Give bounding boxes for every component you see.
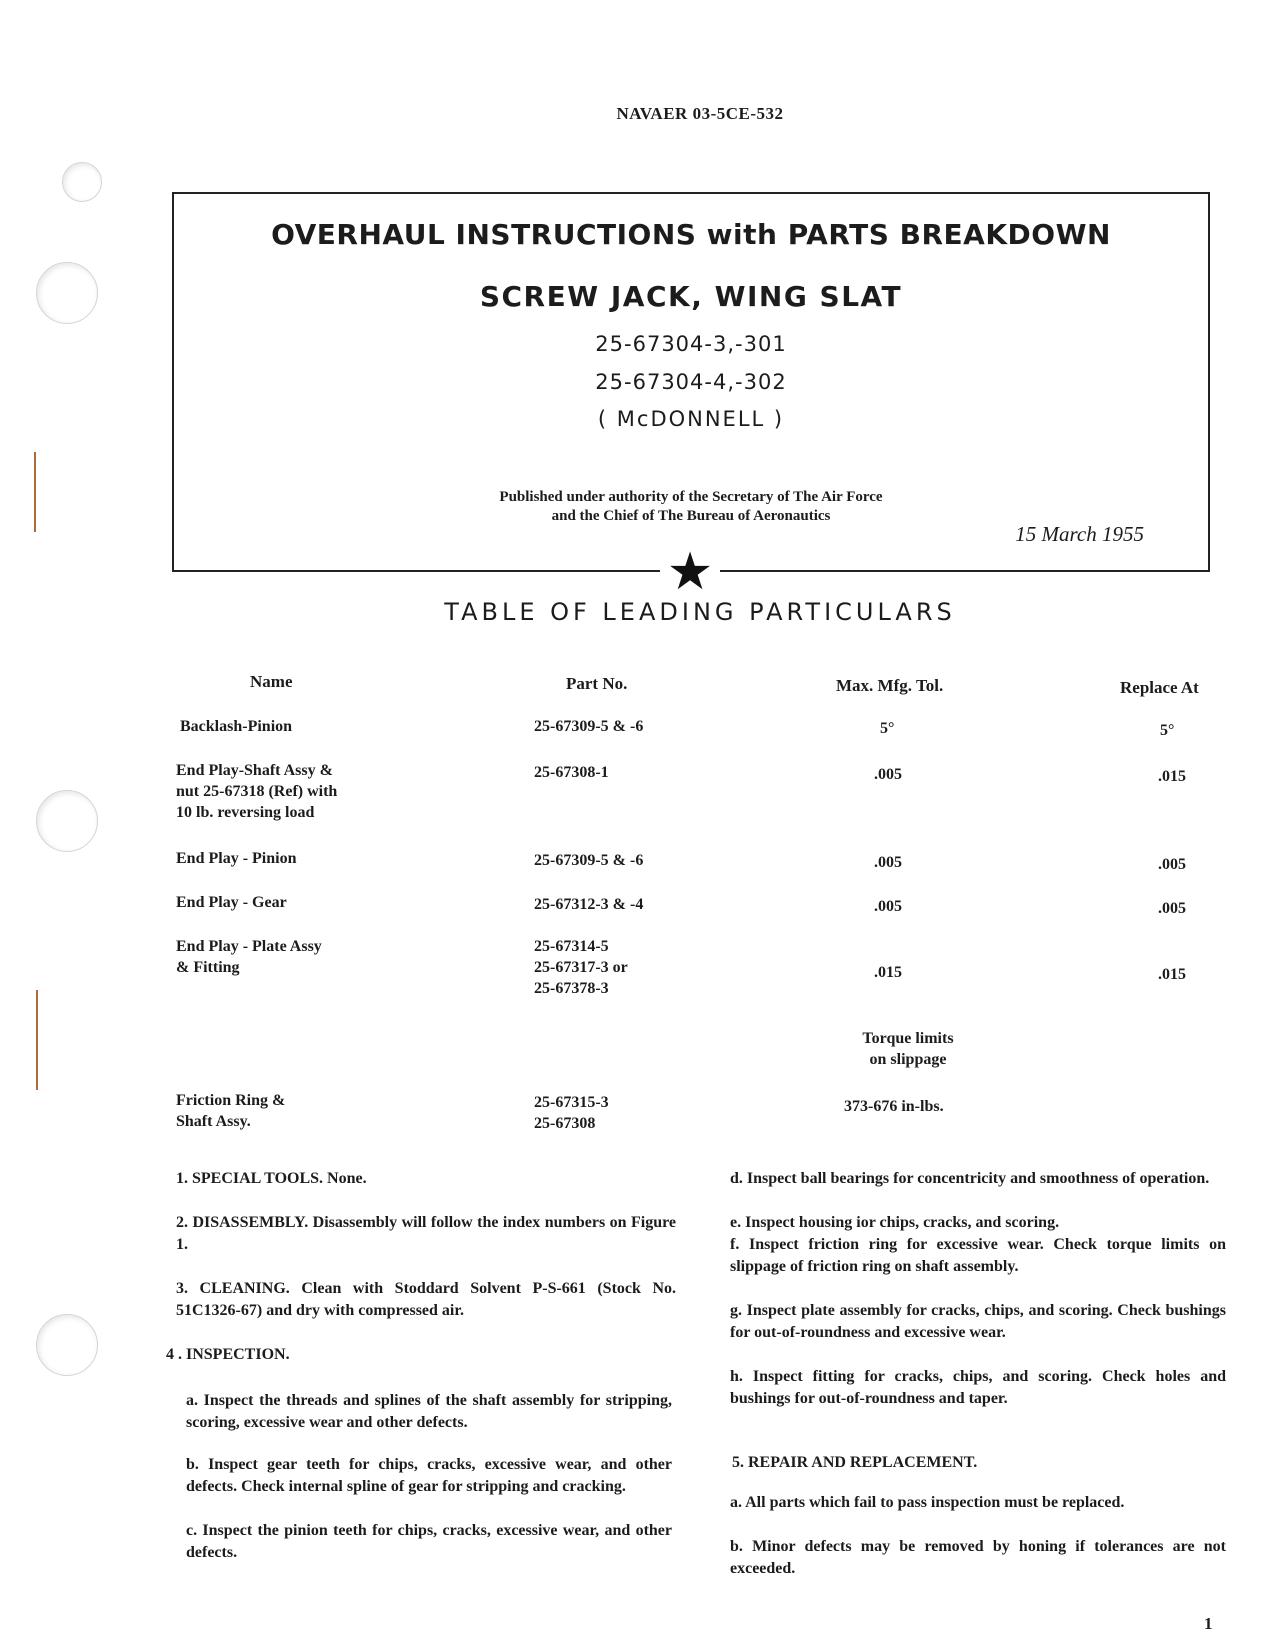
table-cell-name: End Play - Plate Assy & Fitting (176, 938, 322, 976)
section-disassembly: 2. DISASSEMBLY. Disassembly will follow the index numbers on Figure 1. (176, 1214, 676, 1253)
table-cell-name: End Play-Shaft Assy & nut 25-67318 (Ref) with 10 lb. reversing load (176, 762, 338, 821)
inspection-item-d: d. Inspect ball bearings for concentricity and smoothness of operation. (730, 1170, 1210, 1187)
binder-hole-2 (36, 790, 98, 852)
star-icon: ★ (660, 542, 720, 602)
table-heading: TABLE OF LEADING PARTICULARS (444, 598, 956, 626)
inspection-item-f: f. Inspect friction ring for excessive wear. Check torque limits on slippage of friction ring on shaft assembly. (730, 1236, 1226, 1275)
margin-mark (34, 452, 36, 532)
binder-hole-top (62, 162, 102, 202)
table-cell-part-no: 25-67309-5 & -6 (534, 718, 644, 735)
repair-item-a: a. All parts which fail to pass inspection must be replaced. (730, 1494, 1125, 1511)
document-number: NAVAER 03-5CE-532 (616, 104, 784, 123)
column-header-max-tol: Max. Mfg. Tol. (836, 676, 944, 695)
inspection-item-h: h. Inspect fitting for cracks, chips, and scoring. Check holes and bushings for out-of-roundness and taper. (730, 1368, 1226, 1407)
torque-note: Torque limits on slippage (862, 1030, 954, 1068)
column-header-replace-at: Replace At (1120, 678, 1199, 697)
part-number-line: 25-67304-4,-302 (595, 370, 787, 394)
table-cell-max-tol: .005 (874, 766, 902, 783)
section-cleaning: 3. CLEANING. Clean with Stoddard Solvent P-S-661 (Stock No. 51C1326-67) and dry with compressed air. (176, 1280, 676, 1319)
table-cell-part-no: 25-67314-5 25-67317-3 or 25-67378-3 (534, 938, 628, 997)
table-cell-name: Backlash-Pinion (180, 718, 293, 735)
inspection-item-g: g. Inspect plate assembly for cracks, chips, and scoring. Check bushings for out-of-roundness and excessive wear. (730, 1302, 1226, 1341)
document-title: OVERHAUL INSTRUCTIONS with PARTS BREAKDOWN (271, 218, 1111, 251)
table-cell-replace-at: .005 (1158, 900, 1186, 917)
table-cell-replace-at: 5° (1160, 722, 1175, 739)
section-inspection: 4 . INSPECTION. (166, 1346, 290, 1363)
table-cell-max-tol: .005 (874, 898, 902, 915)
table-cell-part-no: 25-67315-3 25-67308 (534, 1094, 609, 1132)
column-header-name: Name (250, 672, 293, 691)
column-header-part-no: Part No. (566, 674, 628, 693)
manufacturer: ( McDONNELL ) (597, 407, 785, 431)
table-cell-max-tol: .005 (874, 854, 902, 871)
publication-date: 15 March 1955 (1015, 522, 1144, 546)
document-subject: SCREW JACK, WING SLAT (479, 280, 903, 313)
table-cell-max-tol: 373-676 in-lbs. (844, 1098, 944, 1115)
page-number: 1 (1204, 1614, 1213, 1633)
table-cell-part-no: 25-67312-3 & -4 (534, 896, 644, 913)
table-cell-replace-at: .015 (1158, 966, 1186, 983)
table-cell-part-no: 25-67309-5 & -6 (534, 852, 644, 869)
section-special-tools: 1. SPECIAL TOOLS. None. (176, 1170, 367, 1187)
margin-mark (36, 990, 38, 1090)
inspection-item-a: a. Inspect the threads and splines of the shaft assembly for stripping, scoring, excessive wear and other defects. (186, 1392, 672, 1431)
part-number-line: 25-67304-3,-301 (595, 332, 787, 356)
title-box (172, 192, 1210, 572)
section-repair-replacement: 5. REPAIR AND REPLACEMENT. (732, 1454, 978, 1471)
binder-hole-3 (36, 1314, 98, 1376)
table-cell-name: End Play - Pinion (176, 850, 297, 867)
repair-item-b: b. Minor defects may be removed by honing if tolerances are not exceeded. (730, 1538, 1226, 1577)
binder-hole-1 (36, 262, 98, 324)
inspection-item-c: c. Inspect the pinion teeth for chips, cracks, excessive wear, and other defects. (186, 1522, 672, 1561)
table-cell-replace-at: .005 (1158, 856, 1186, 873)
inspection-item-e: e. Inspect housing ior chips, cracks, and scoring. (730, 1214, 1060, 1231)
table-cell-replace-at: .015 (1158, 768, 1186, 785)
table-cell-name: End Play - Gear (176, 894, 287, 911)
inspection-item-b: b. Inspect gear teeth for chips, cracks, excessive wear, and other defects. Check internal spline of gear for stripping and cracking. (186, 1456, 672, 1495)
table-cell-max-tol: .015 (874, 964, 902, 981)
table-cell-max-tol: 5° (880, 720, 895, 737)
table-cell-part-no: 25-67308-1 (534, 764, 609, 781)
authority-line: and the Chief of The Bureau of Aeronautics (551, 508, 831, 524)
authority-statement (174, 488, 1208, 526)
table-cell-name: Friction Ring & Shaft Assy. (176, 1092, 286, 1130)
authority-line: Published under authority of the Secretary of The Air Force (499, 489, 883, 505)
